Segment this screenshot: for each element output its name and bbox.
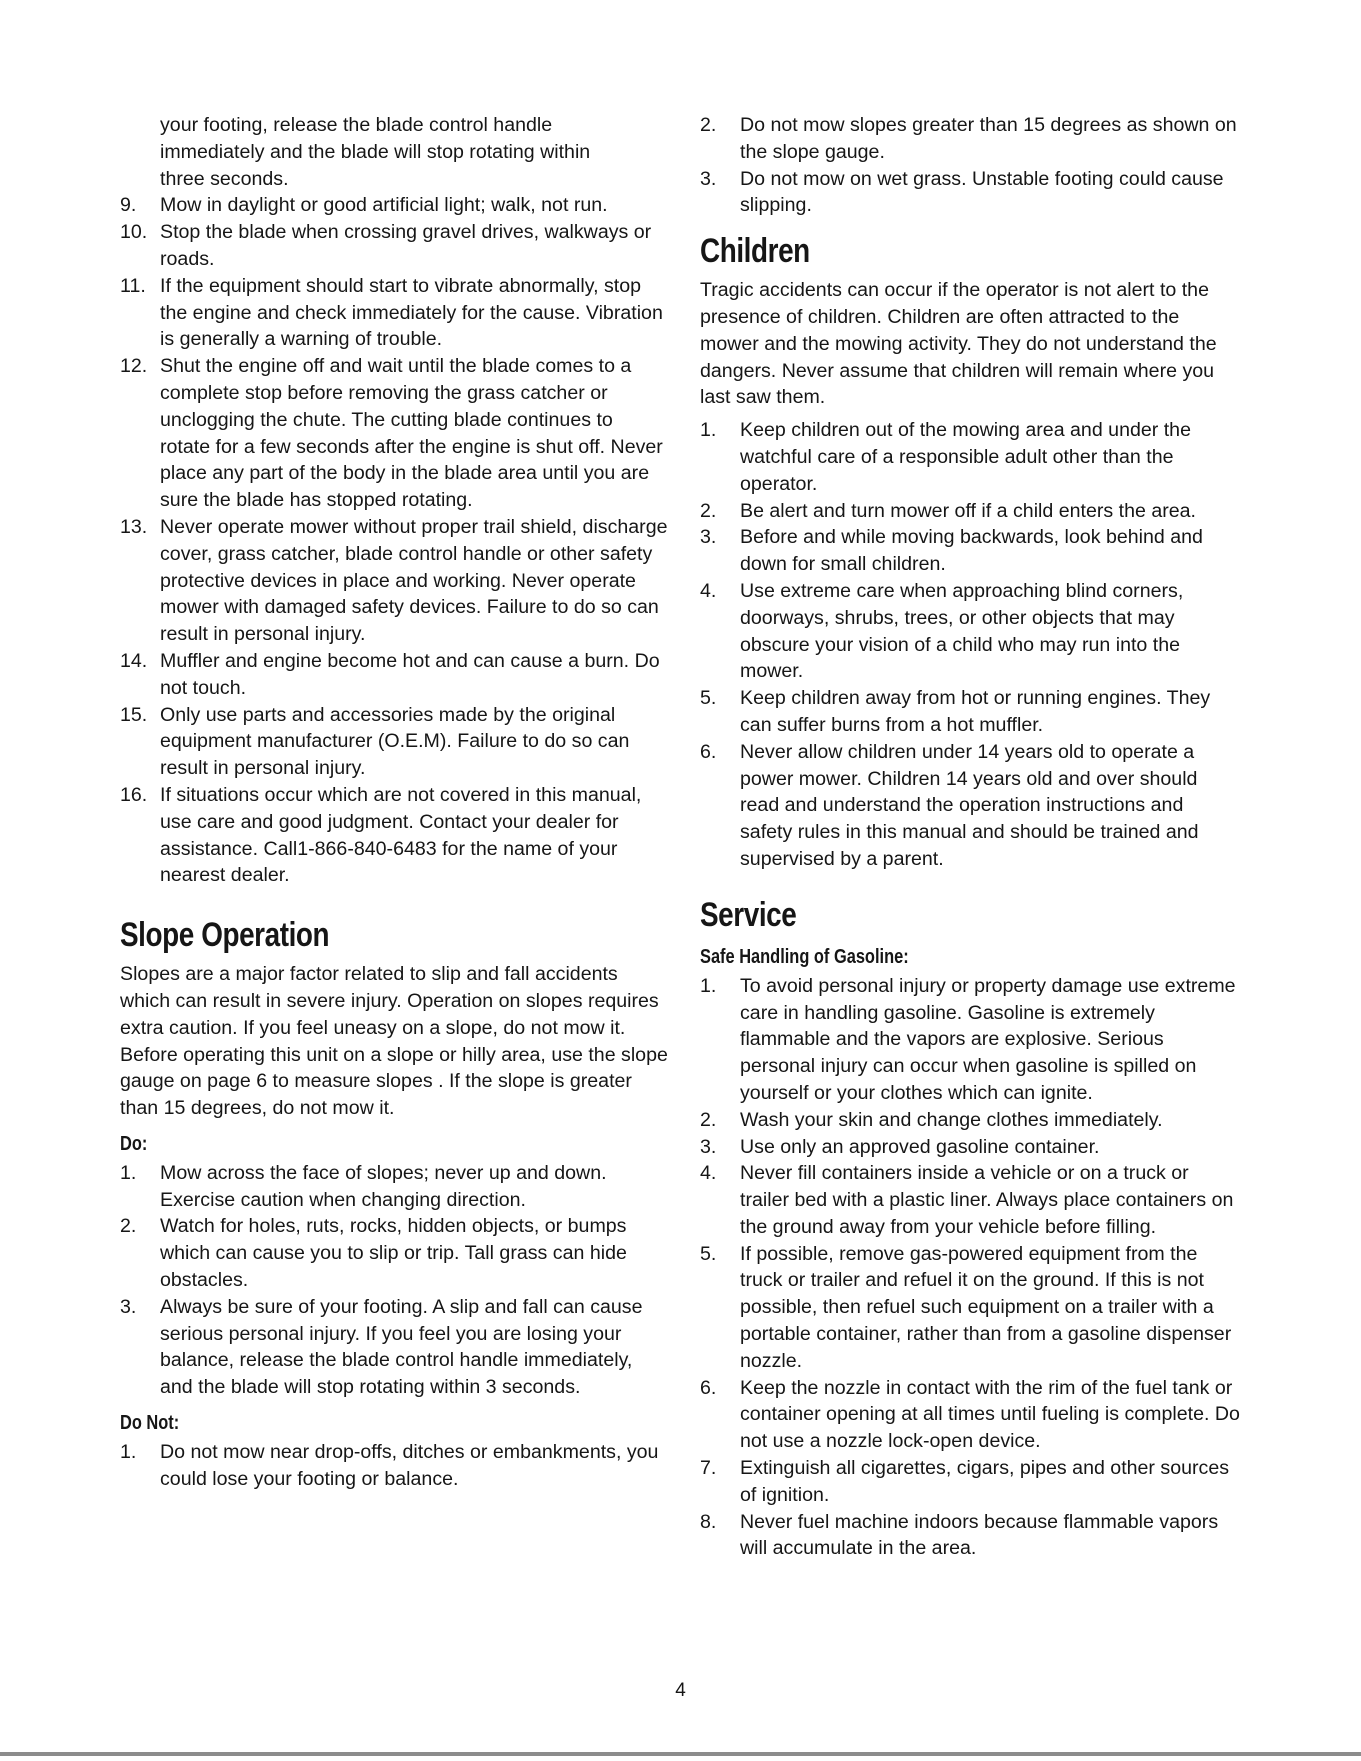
list-item [700,1160,1240,1240]
do-list [120,1160,668,1401]
item-number: 13. [120,515,148,538]
item-text: Use extreme care when approaching blind corners, doorways, shrubs, trees, or other objects that may obscure your vision of a child who may run into the mower. [740,579,1184,683]
item-number: 14. [120,649,148,672]
item-text: Do not mow slopes greater than 15 degrees as shown on the slope gauge. [740,114,1237,163]
item-number: 8. [700,1510,717,1533]
item-text: Extinguish all cigarettes, cigars, pipes and other sources of ignition. [740,1457,1230,1506]
safe-handling-gasoline-heading: Safe Handling of Gasoline: [700,945,909,968]
item-text: Muffler and engine become hot and can cause a burn. Do not touch. [160,649,660,699]
list-item [700,578,1240,685]
list-item [700,498,1240,525]
section-heading-slope-operation: Slope Operation [120,916,330,955]
list-item [120,273,668,353]
item-text: Keep children away from hot or running engines. They can suffer burns from a hot muffler. [740,687,1211,736]
list-item [700,1375,1240,1455]
item-text: Keep children out of the mowing area and under the watchful care of a responsible adult other than the operator. [740,419,1191,495]
item-number: 3. [700,167,717,190]
list-item [700,973,1240,1107]
do-not-list-continued [700,112,1240,219]
list-item [700,1134,1240,1161]
item-text: Shut the engine off and wait until the blade comes to a complete stop before removing the grass catcher or unclogging the chute. The cutting blade continues to rotate for a few seconds after the engine is shut off. Never place any part of the body in the blade area until you are sure the blade has stopped rotating. [160,355,663,512]
item-number: 6. [700,740,717,763]
item-text: To avoid personal injury or property damage use extreme care in handling gasoline. Gasoline is extremely flammable and the vapors are explosive. Serious personal injury can occur when gasoline is spilled on yourself or your clothes which can ignite. [740,974,1236,1104]
item-number: 10. [120,221,148,244]
section-heading-service: Service [700,895,797,934]
do-not-heading: Do Not: [120,1412,180,1435]
item-text: If possible, remove gas-powered equipment from the truck or trailer and refuel it on the ground. If this is not possible, then refuel such equipment on a trailer with a portable container, rather than from a gasoline dispenser nozzle. [740,1242,1232,1372]
item-text: Never operate mower without proper trail shield, discharge cover, grass catcher, blade control handle or other safety protective devices in place and working. Never operate mower with damaged safety devices. Failure to do so can result in personal injury. [160,515,668,646]
list-item [700,1241,1240,1375]
list-item [700,524,1240,578]
slope-intro-paragraph: Slopes are a major factor related to slip and fall accidents which can result in severe injury. Operation on slopes requires extra caution. If you feel uneasy on a slope, do not mow it. Before operating this unit on a slope or hilly area, use the slope gauge on page 6 to measure slopes . If the slope is greater than 15 degrees, do not mow it. [120,963,668,1120]
item-text: Do not mow on wet grass. Unstable footing could cause slipping. [740,167,1224,217]
item-number: 9. [120,194,137,217]
item-text: Watch for holes, ruts, rocks, hidden objects, or bumps which can cause you to slip or trip. Tall grass can hide obstacles. [160,1215,627,1292]
left-column [120,112,668,1493]
item-text: Be alert and turn mower off if a child enters the area. [740,499,1196,522]
list-item [700,739,1240,873]
text-line: your footing, release the blade control handle [160,114,553,136]
item-number: 1. [120,1441,137,1464]
item-number: 4. [700,579,717,602]
item-text: Never fuel machine indoors because flammable vapors will accumulate in the area. [740,1510,1219,1560]
item-text: Wash your skin and change clothes immediately. [740,1108,1163,1131]
item-number: 1. [700,419,717,442]
page-number: 4 [675,1680,686,1701]
list-item [120,782,668,889]
list-item [120,353,668,514]
item-text: If the equipment should start to vibrate abnormally, stop the engine and check immediately for the cause. Vibration is generally a warning of trouble. [160,274,663,351]
item-number: 5. [700,687,717,710]
list-item [120,1294,668,1401]
item-number: 15. [120,703,148,726]
list-item [120,702,668,782]
item-number: 3. [700,1135,717,1158]
item-text: Never allow children under 14 years old to operate a power mower. Children 14 years old and over should read and understand the operation instructions and safety rules in this manual and should be trained and supervised by a parent. [740,740,1199,870]
item-number: 4. [700,1162,717,1185]
item-text: Mow in daylight or good artificial light; walk, not run. [160,194,608,217]
list-item [120,219,668,273]
list-item [120,648,668,702]
list-item [700,1455,1240,1509]
gasoline-list [700,973,1240,1563]
item-number: 11. [120,274,146,297]
item-text: Before and while moving backwards, look behind and down for small children. [740,526,1203,576]
list-item [120,192,668,219]
list-item [700,685,1240,739]
list-item [120,1160,668,1214]
item-number: 3. [700,526,717,549]
text-line: immediately and the blade will stop rotating within [160,140,591,163]
item-number: 12. [120,355,148,378]
do-heading: Do: [120,1132,148,1155]
item-text: If situations occur which are not covered in this manual, use care and good judgment. Contact your dealer for assistance. Call1-866-840-6483 for the name of your nearest dealer. [160,783,642,887]
item-text: Always be sure of your footing. A slip and fall can cause serious personal injury. If you feel you are losing your balance, release the blade control handle immediately, and the blade will stop rotating within 3 seconds. [160,1295,643,1399]
item-number: 7. [700,1457,717,1480]
item-number: 16. [120,783,148,806]
item-number: 1. [120,1161,137,1184]
item-text: Stop the blade when crossing gravel drives, walkways or roads. [160,221,652,270]
children-list [700,417,1240,873]
item-number: 2. [120,1215,137,1238]
text-line: three seconds. [160,167,289,190]
item-text: Never fill containers inside a vehicle or on a truck or trailer bed with a plastic liner. Always place containers on the ground away from your vehicle before filling. [740,1162,1234,1238]
list-item [700,1107,1240,1134]
safety-rules-list [120,192,668,889]
list-item [120,1439,668,1493]
item-number: 1. [700,974,717,997]
item-number: 5. [700,1242,717,1265]
item-text: Only use parts and accessories made by the original equipment manufacturer (O.E.M). Failure to do so can result in personal injury. [160,703,630,780]
right-column [700,112,1240,1562]
section-heading-children: Children [700,232,810,271]
do-not-list [120,1439,668,1493]
list-item [120,1213,668,1293]
children-intro-paragraph: Tragic accidents can occur if the operator is not alert to the presence of children. Children are often attracted to the mower and the mowing activity. They do not understand the dangers. Never assume that children will remain where you last saw them. [700,279,1217,409]
list-item [700,1509,1240,1563]
item-text: Do not mow near drop-offs, ditches or embankments, you could lose your footing or balance. [160,1441,659,1490]
item-number: 2. [700,1108,717,1131]
item-number: 2. [700,499,717,522]
item-number: 6. [700,1376,717,1399]
list-item [700,166,1240,220]
item-text: Mow across the face of slopes; never up and down. Exercise caution when changing direction. [160,1161,607,1211]
item-text: Use only an approved gasoline container. [740,1135,1100,1158]
item-number: 2. [700,114,717,136]
bottom-rule [0,1752,1361,1756]
continued-item-text [120,112,668,192]
list-item [700,112,1240,166]
list-item [700,417,1240,497]
item-text: Keep the nozzle in contact with the rim of the fuel tank or container opening at all times until fueling is complete. Do not use a nozzle lock-open device. [740,1376,1240,1453]
item-number: 3. [120,1295,137,1318]
list-item [120,514,668,648]
